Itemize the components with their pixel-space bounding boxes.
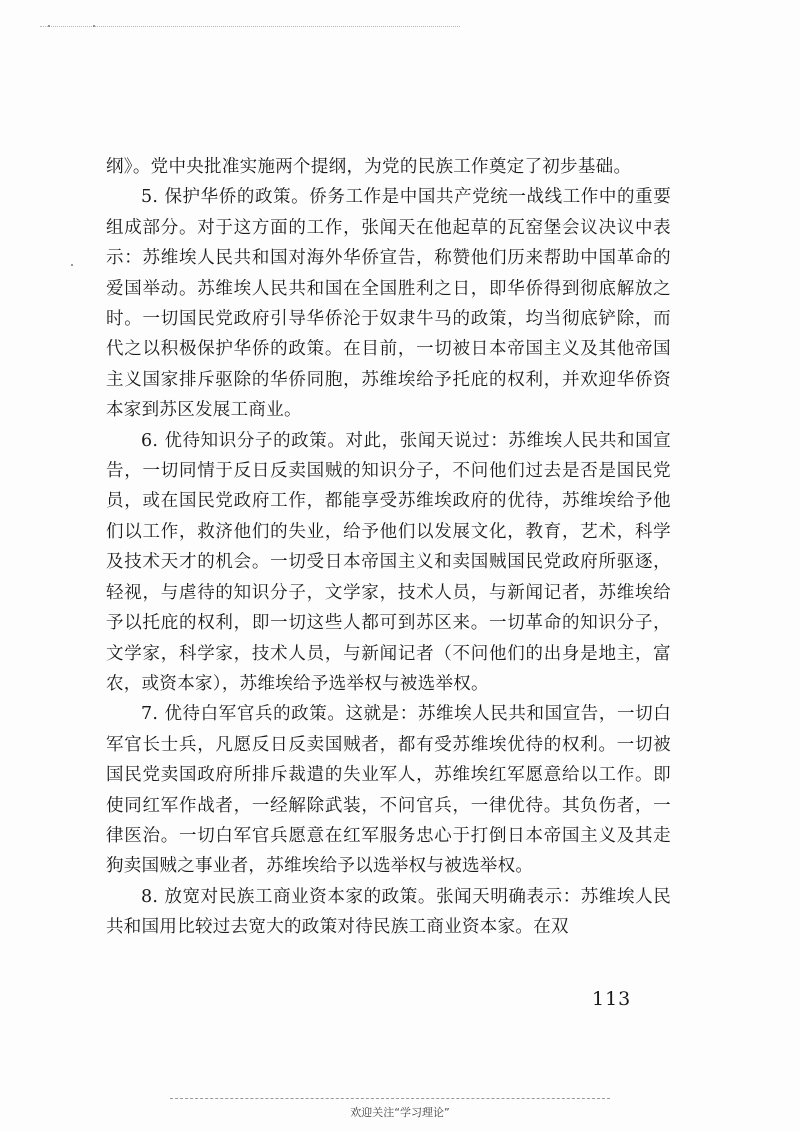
page-number: 113 — [592, 988, 632, 1010]
paragraph-intellectuals-policy: 6. 优待知识分子的政策。对此，张闻天说过：苏维埃人民共和国宣告，一切同情于反日反卖国贼的知识分子，不问他们过去是否是国民党员，或在国民党政府工作，都能享受苏维埃政府的优待，苏维埃给予他们以工作，救济他们的失业，给予他们以发展文化，教育，艺术，科学及技术天才的机会。一切受日本帝国主义和卖国贼国民党政府所驱逐，轻视，与虐待的知识分子，文学家，技术人员，与新闻记者，苏维埃给予以托庇的权利，即一切这些人都可到苏区来。一切革命的知识分子，文学家，科学家，技术人员，与新闻记者（不问他们的出身是地主，富农，或资本家），苏维埃给予选举权与被选举权。 — [106, 430, 671, 694]
body-text — [106, 152, 671, 943]
paragraph-capitalists-policy: 8. 放宽对民族工商业资本家的政策。张闻天明确表示：苏维埃人民共和国用比较过去宽大的政策对待民族工商业资本家。在双 — [106, 886, 671, 938]
scan-speck — [71, 264, 73, 266]
scan-speck — [93, 25, 95, 27]
scan-edge-top — [40, 26, 460, 28]
paragraph-continuation: 纲》。党中央批准实施两个提纲，为党的民族工作奠定了初步基础。 — [106, 157, 632, 177]
paragraph-white-army-policy: 7. 优待白军官兵的政策。这就是：苏维埃人民共和国宣告，一切白军官长士兵，凡愿反日反卖国贼者，都有受苏维埃优待的权利。一切被国民党卖国政府所排斥裁遣的失业军人，苏维埃红军愿意给以工作。即使同红军作战者，一经解除武装，不问官兵，一律优待。其负伤者，一律医治。一切白军官兵愿意在红军服务忠心于打倒日本帝国主义及其走狗卖国贼之事业者，苏维埃给予以选举权与被选举权。 — [106, 704, 671, 877]
footer-watermark-note: 欢迎关注“学习理论” — [350, 1106, 450, 1119]
scan-edge-bottom — [170, 1098, 610, 1100]
paragraph-overseas-chinese-policy: 5. 保护华侨的政策。侨务工作是中国共产党统一战线工作中的重要组成部分。对于这方面的工作，张闻天在他起草的瓦窑堡会议决议中表示：苏维埃人民共和国对海外华侨宣告，称赞他们历来帮助中国革命的爱国举动。苏维埃人民共和国在全国胜利之日，即华侨得到彻底解放之时。一切国民党政府引导华侨沦于奴隶牛马的政策，均当彻底铲除，而代之以积极保护华侨的政策。在目前，一切被日本帝国主义及其他帝国主义国家排斥驱除的华侨同胞，苏维埃给予托庇的权利，并欢迎华侨资本家到苏区发展工商业。 — [106, 187, 671, 421]
scan-speck — [48, 25, 50, 27]
